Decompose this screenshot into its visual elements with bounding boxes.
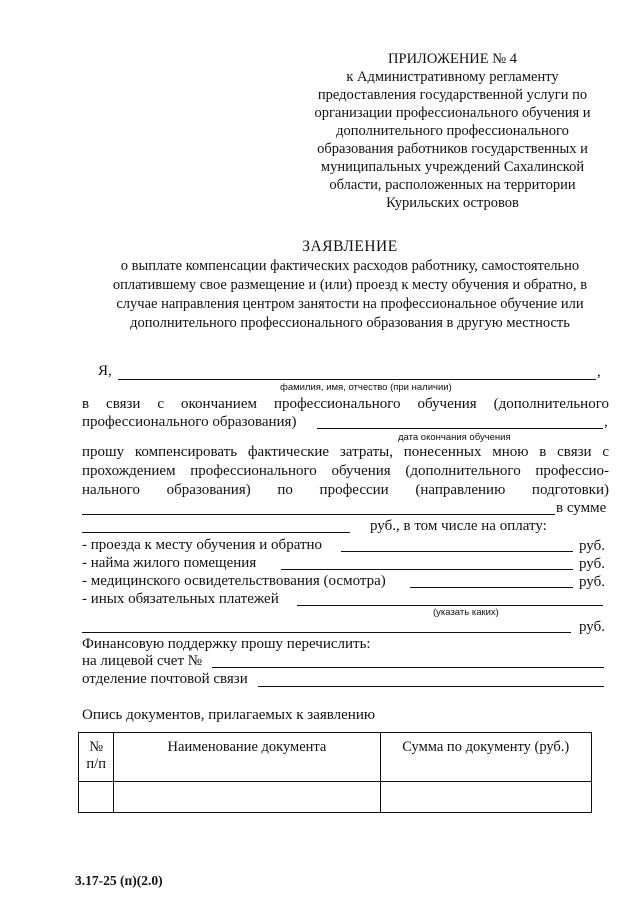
subtitle-line: оплатившему свое размещение и (или) проезд к месту обучения и обратно, в	[112, 277, 588, 293]
table-cell[interactable]	[79, 782, 114, 813]
name-hint: фамилия, имя, отчество (при наличии)	[280, 382, 452, 393]
table-row	[79, 782, 592, 813]
appendix-line: образования работников государственных и	[317, 141, 588, 157]
expense-housing-field[interactable]	[281, 569, 573, 570]
documents-caption: Опись документов, прилагаемых к заявлению	[82, 707, 376, 723]
profession-field[interactable]	[82, 514, 555, 515]
appendix-line: области, расположенных на территории	[329, 177, 576, 193]
rub-label: руб.	[579, 619, 605, 635]
rub-label: руб.	[579, 574, 605, 590]
in-amount-label: в сумме	[556, 500, 607, 516]
completion-date-field[interactable]	[317, 428, 603, 429]
expense-travel-field[interactable]	[341, 551, 573, 552]
subtitle-line: случае направления центром занятости на профессиональное обучение или	[116, 296, 584, 312]
expense-travel-label: - проезда к месту обучения и обратно	[82, 537, 323, 553]
total-amount-field[interactable]	[82, 532, 350, 533]
col-sum-header: Сумма по документу (руб.)	[380, 733, 591, 782]
table-cell[interactable]	[380, 782, 591, 813]
col-number-header: № п/п	[79, 733, 114, 782]
rub-label: руб.	[579, 538, 605, 554]
appendix-line: организации профессионального обучения и	[314, 105, 591, 121]
appendix-line: Курильских островов	[386, 195, 519, 211]
finance-label: Финансовую поддержку прошу перечислить:	[82, 636, 371, 652]
statement-subtitle	[80, 257, 620, 333]
comma: ,	[604, 414, 608, 430]
account-number-field[interactable]	[212, 667, 604, 668]
expense-housing-label: - найма жилого помещения	[82, 555, 257, 571]
subtitle-line: дополнительного профессионального образования в другую местность	[130, 315, 570, 331]
completion-text-line: профессионального образования)	[82, 414, 297, 430]
expense-medical-label: - медицинского освидетельствования (осмотра)	[82, 573, 386, 589]
table-header-row	[79, 733, 592, 782]
documents-table	[78, 732, 592, 813]
page-title: ЗАЯВЛЕНИЕ	[302, 238, 398, 255]
specify-hint: (указать каких)	[433, 607, 499, 618]
expense-other-label: - иных обязательных платежей	[82, 591, 279, 607]
expense-other-amount-field[interactable]	[82, 632, 571, 633]
full-name-field[interactable]	[118, 379, 596, 380]
appendix-header	[300, 50, 605, 212]
account-label: на лицевой счет №	[82, 653, 203, 669]
request-text-line: прошу компенсировать фактические затраты, понесенных мною в связи с	[82, 444, 609, 460]
completion-text-line: в связи с окончанием профессионального обучения (дополнительного	[82, 396, 609, 412]
rub-including-label: руб., в том числе на оплату:	[370, 518, 547, 534]
expense-other-field[interactable]	[297, 605, 603, 606]
appendix-number: ПРИЛОЖЕНИЕ № 4	[388, 51, 517, 67]
expense-medical-field[interactable]	[410, 587, 573, 588]
post-office-field[interactable]	[258, 686, 604, 687]
post-office-label: отделение почтовой связи	[82, 671, 248, 687]
comma: ,	[597, 364, 601, 380]
request-text-line: прохождением профессионального обучения (дополнительного профессио-	[82, 463, 609, 479]
table-cell[interactable]	[114, 782, 380, 813]
form-code: 3.17-25 (п)(2.0)	[75, 873, 163, 888]
appendix-line: муниципальных учреждений Сахалинской	[320, 159, 585, 175]
col-name-header: Наименование документа	[114, 733, 380, 782]
appendix-line: дополнительного профессионального	[336, 123, 569, 139]
appendix-line: к Административному регламенту	[346, 69, 559, 85]
date-hint: дата окончания обучения	[398, 432, 511, 443]
subtitle-line: о выплате компенсации фактических расходов работнику, самостоятельно	[120, 258, 580, 274]
request-text-line: нального образования) по профессии (направлению подготовки)	[82, 482, 609, 498]
appendix-line: предоставления государственной услуги по	[317, 87, 588, 103]
i-label: Я,	[98, 363, 112, 379]
rub-label: руб.	[579, 556, 605, 572]
